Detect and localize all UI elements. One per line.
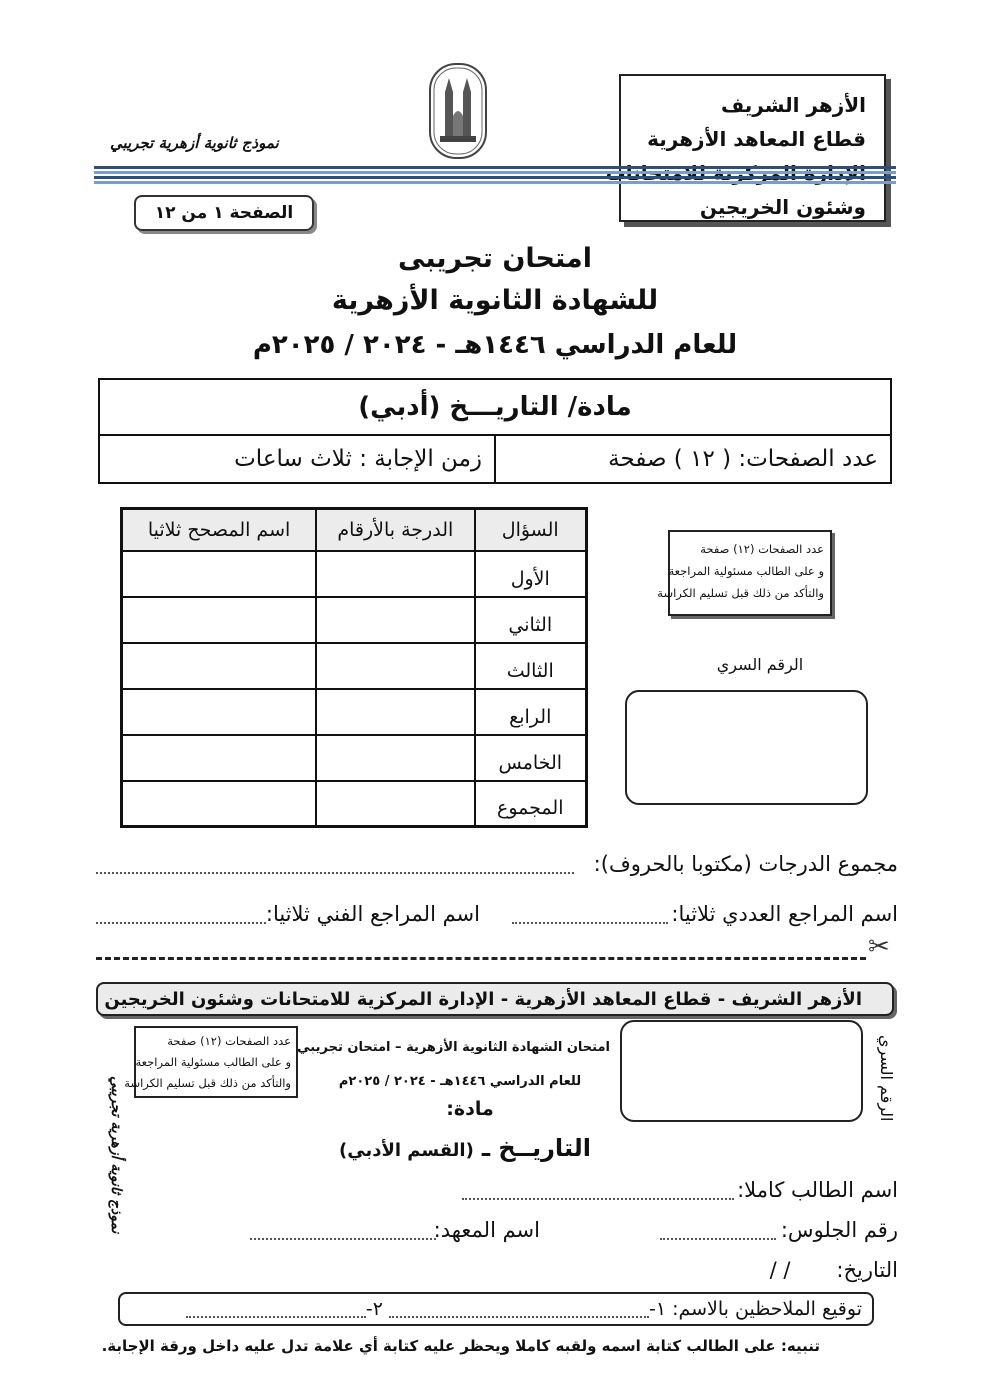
notice-line-2: و على الطالب مسئولية المراجعة (668, 564, 824, 578)
secret-number-label: الرقم السري (716, 655, 804, 674)
header-grade: الدرجة بالأرقام (316, 509, 474, 551)
grade-cell[interactable] (316, 781, 474, 827)
header-question: السؤال (475, 509, 587, 551)
grade-words-label: مجموع الدرجات (مكتوبا بالحروف): (593, 852, 898, 876)
detach-banner: الأزهر الشريف - قطاع المعاهد الأزهرية - الإدارة المركزية للامتحانات وشئون الخريجين (96, 982, 894, 1016)
scissors-icon: ✂ (868, 932, 890, 962)
institute-field[interactable] (250, 1238, 436, 1240)
institute-label: اسم المعهد: (433, 1218, 540, 1242)
detach-subject-label: مادة: (446, 1098, 494, 1120)
question-label: الأول (475, 551, 587, 597)
notice-line-1: عدد الصفحات (١٢) صفحة (167, 1034, 291, 1048)
detach-subject-section: (القسم الأدبي) (339, 1140, 474, 1161)
page-number-badge: الصفحة ١ من ١٢ (134, 195, 314, 231)
header-divider (94, 166, 896, 186)
observer-2-label: ٢- (365, 1298, 383, 1320)
azhar-logo-icon (428, 62, 488, 160)
grade-cell[interactable] (316, 689, 474, 735)
corrector-cell[interactable] (122, 781, 317, 827)
table-row (122, 643, 587, 689)
grades-table (120, 507, 588, 828)
numeric-reviewer-label: اسم المراجع العددي ثلاثيا: (671, 902, 898, 926)
table-row (122, 597, 587, 643)
numeric-reviewer-field[interactable] (512, 922, 668, 924)
detach-year-line: للعام الدراسي ١٤٤٦هـ - ٢٠٢٤ / ٢٠٢٥م (338, 1074, 582, 1089)
date-label: التاريخ: (836, 1258, 898, 1282)
subject-box (98, 378, 892, 484)
table-row (122, 689, 587, 735)
corrector-cell[interactable] (122, 689, 317, 735)
pages-count: عدد الصفحات: ( ١٢ ) صفحة (608, 446, 878, 472)
exam-certificate: للشهادة الثانوية الأزهرية (331, 285, 659, 316)
corrector-cell[interactable] (122, 551, 317, 597)
org-line-2: قطاع المعاهد الأزهرية (647, 127, 866, 151)
corrector-cell[interactable] (122, 597, 317, 643)
exam-title: امتحان تجريبى (398, 243, 592, 274)
org-line-1: الأزهر الشريف (720, 93, 866, 117)
notice-line-3: والتأكد من ذلك قبل تسليم الكراسة (124, 1076, 291, 1090)
observer-1-field[interactable] (389, 1300, 649, 1318)
table-row (122, 735, 587, 781)
detach-subject (340, 1134, 590, 1162)
pages-notice (657, 530, 832, 616)
secret-number-box-small[interactable] (620, 1020, 863, 1122)
student-name-field[interactable] (462, 1198, 734, 1200)
grade-cell[interactable] (316, 643, 474, 689)
observers-signature-box (118, 1292, 874, 1326)
exam-year: للعام الدراسي ١٤٤٦هـ - ٢٠٢٤ / ٢٠٢٥م (252, 330, 738, 360)
question-label: الثاني (475, 597, 587, 643)
technical-reviewer-label: اسم المراجع الفني ثلاثيا: (265, 902, 480, 926)
secret-number-box[interactable] (625, 690, 868, 805)
grade-words-field[interactable] (96, 872, 574, 874)
technical-reviewer-field[interactable] (96, 922, 266, 924)
header-corrector: اسم المصحح ثلاثيا (122, 509, 317, 551)
student-name-label: اسم الطالب كاملا: (737, 1178, 898, 1202)
org-line-4: وشئون الخريجين (699, 195, 866, 219)
observers-label: توقيع الملاحظين بالاسم: ١- (648, 1298, 862, 1320)
notice-line-3: والتأكد من ذلك قبل تسليم الكراسة (657, 586, 824, 600)
detach-exam-line: امتحان الشهادة الثانوية الأزهرية – امتحان تجريبي (297, 1040, 610, 1055)
subject-name: مادة/ التاريـــخ (أدبي) (100, 380, 890, 436)
question-label: المجموع (475, 781, 587, 827)
warning-note: تنبيه: على الطالب كتابة اسمه ولقبه كاملا ويحظر عليه كتابة أي علامة تدل عليه داخل ورقة الإجابة. (101, 1337, 820, 1355)
cut-line (96, 957, 866, 960)
detach-subject-name: التاريــخ ـ (481, 1134, 591, 1162)
table-row (122, 551, 587, 597)
notice-line-1: عدد الصفحات (١٢) صفحة (700, 542, 824, 556)
corrector-cell[interactable] (122, 643, 317, 689)
grade-cell[interactable] (316, 551, 474, 597)
model-label: نموذج ثانوية أزهرية تجريبي (110, 134, 279, 152)
corrector-cell[interactable] (122, 735, 317, 781)
grade-cell[interactable] (316, 735, 474, 781)
question-label: الرابع (475, 689, 587, 735)
answer-time: زمن الإجابة : ثلاث ساعات (100, 436, 496, 482)
question-label: الخامس (475, 735, 587, 781)
pages-notice-small (124, 1026, 298, 1098)
secret-number-label-vertical: الرقم السري (877, 1034, 896, 1122)
notice-line-2: و على الطالب مسئولية المراجعة (135, 1055, 291, 1069)
grades-header-row (122, 509, 587, 551)
observer-2-field[interactable] (186, 1300, 366, 1318)
seat-number-label: رقم الجلوس: (780, 1218, 898, 1242)
table-row (122, 781, 587, 827)
seat-number-field[interactable] (660, 1238, 776, 1240)
grade-cell[interactable] (316, 597, 474, 643)
date-field[interactable]: / / (769, 1258, 791, 1282)
question-label: الثالث (475, 643, 587, 689)
header-org-box (619, 74, 886, 222)
model-label-vertical: نموذج ثانوية أزهرية تجريبي (108, 1076, 124, 1234)
